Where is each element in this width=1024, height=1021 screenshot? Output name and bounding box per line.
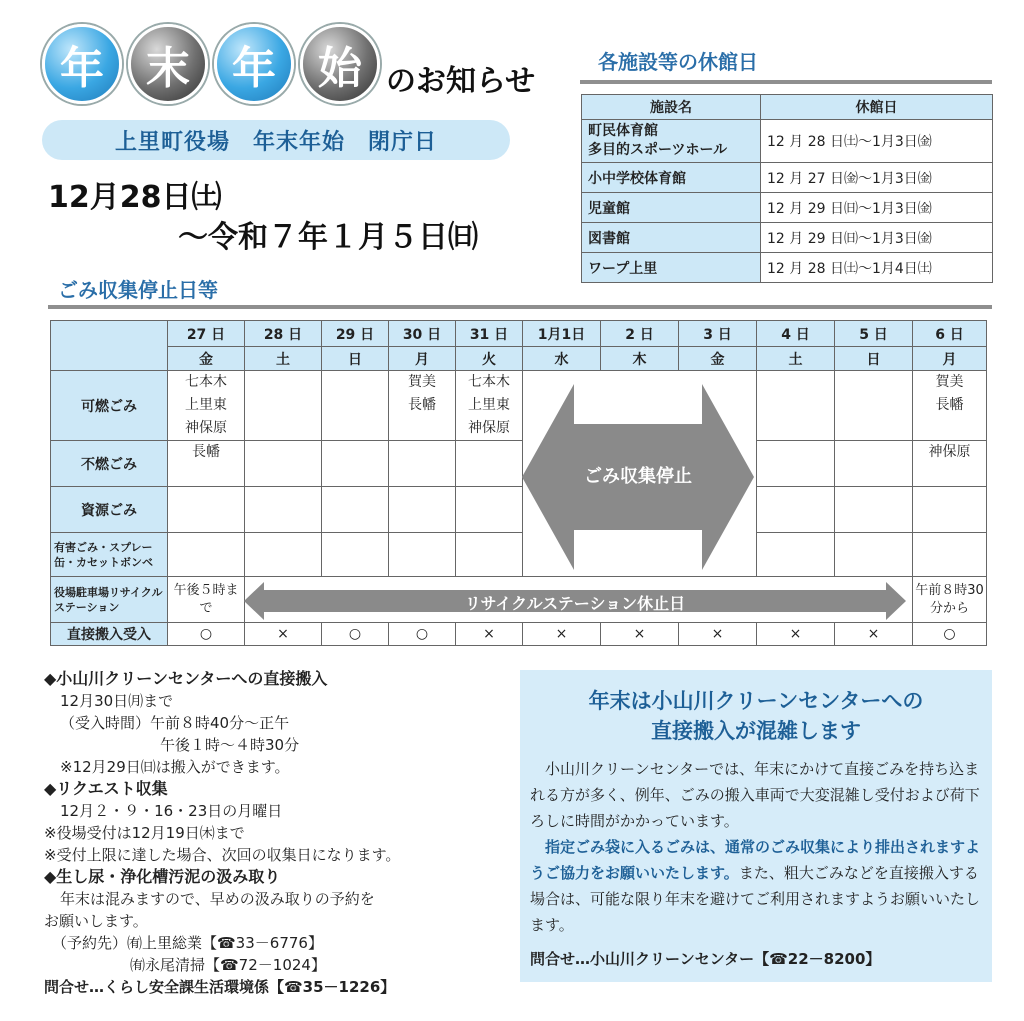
closure-start: 12月28日㈯ xyxy=(48,180,222,215)
office-closure-banner: 上里町役場 年末年始 閉庁日 xyxy=(42,120,510,160)
weekday: 月 xyxy=(913,347,987,371)
date-30: 30 日 xyxy=(389,321,456,347)
date-27: 27 日 xyxy=(168,321,245,347)
direct-mark: × xyxy=(601,623,679,646)
facility-days: 12 月 28 日㈯～1月3日㈮ xyxy=(761,120,993,163)
facilities-col-name: 施設名 xyxy=(582,95,761,120)
facilities-rule xyxy=(580,80,992,84)
notes-block xyxy=(44,668,400,998)
facility-days: 12 月 29 日㈰～1月3日㈮ xyxy=(761,223,993,253)
direct-mark: × xyxy=(679,623,757,646)
weekday: 金 xyxy=(168,347,245,371)
note-line: ㈲永尾清掃【☎72－1024】 xyxy=(130,956,326,974)
date-31: 31 日 xyxy=(456,321,523,347)
direct-mark: ○ xyxy=(913,623,987,646)
burnable-30: 賀美 長幡 xyxy=(389,371,456,441)
direct-mark: ○ xyxy=(168,623,245,646)
note-line: 年末は混みますので、早めの汲み取りの予約を xyxy=(60,890,375,908)
table-row xyxy=(582,163,993,193)
note-line: （受入時間）午前８時40分～正午 xyxy=(60,714,290,732)
table-row xyxy=(582,193,993,223)
notice-contact: 問合せ…小山川クリーンセンター【☎22－8200】 xyxy=(530,950,881,968)
burnable-27: 七本木 上里東 神保原 xyxy=(168,371,245,441)
direct-mark: × xyxy=(523,623,601,646)
nonburnable-27: 長幡 xyxy=(168,441,245,487)
direct-mark: ○ xyxy=(322,623,389,646)
title-suffix: のお知らせ xyxy=(386,64,536,99)
table-row xyxy=(582,253,993,283)
note-line: （予約先）㈲上里総業【☎33－6776】 xyxy=(52,934,323,952)
title-char-4: 始 xyxy=(300,24,380,104)
station-closed-label: リサイクルステーション休止日 xyxy=(464,594,686,613)
date-6: 6 日 xyxy=(913,321,987,347)
row-recycle-station: 役場駐車場リサイクルステーション xyxy=(51,577,168,623)
facility-name: 町民体育館 多目的スポーツホール xyxy=(582,120,761,163)
facility-days: 12 月 27 日㈮～1月3日㈮ xyxy=(761,163,993,193)
header-blank xyxy=(51,321,168,371)
note-line: 12月30日㈪まで xyxy=(60,692,174,710)
weekday: 金 xyxy=(679,347,757,371)
note-direct-heading: ◆小山川クリーンセンターへの直接搬入 xyxy=(44,669,328,688)
table-row xyxy=(582,120,993,163)
note-request-heading: ◆リクエスト収集 xyxy=(44,779,168,798)
facility-name: ワープ上里 xyxy=(582,253,761,283)
weekday: 日 xyxy=(835,347,913,371)
direct-mark: × xyxy=(757,623,835,646)
title-char-2: 末 xyxy=(128,24,208,104)
station-6: 午前８時30 分から xyxy=(913,577,987,623)
direct-mark: × xyxy=(835,623,913,646)
date-28: 28 日 xyxy=(245,321,322,347)
direct-mark: × xyxy=(456,623,523,646)
facilities-col-days: 休館日 xyxy=(761,95,993,120)
notice-paragraph: 指定ごみ袋に入るごみは、通常のごみ収集により排出されますようご協力をお願いいたします。また、粗大ごみなどを直接搬入する場合は、可能な限り年末を避けてご利用されますようお願いいたします。 xyxy=(530,838,981,934)
facility-days: 12 月 29 日㈰～1月3日㈮ xyxy=(761,193,993,223)
burnable-31: 七本木 上里東 神保原 xyxy=(456,371,523,441)
weekday: 月 xyxy=(389,347,456,371)
congestion-notice xyxy=(520,670,992,982)
weekday: 日 xyxy=(322,347,389,371)
note-line: お願いします。 xyxy=(44,912,148,930)
facilities-table xyxy=(581,94,993,283)
note-line: ※受付上限に達した場合、次回の収集日になります。 xyxy=(44,846,401,864)
facility-name: 児童館 xyxy=(582,193,761,223)
garbage-heading: ごみ収集停止日等 xyxy=(58,278,218,302)
collection-stop-label: ごみ収集停止 xyxy=(584,466,692,487)
nonburnable-6: 神保原 xyxy=(913,441,987,487)
table-row xyxy=(582,223,993,253)
notice-title: 年末は小山川クリーンセンターへの 直接搬入が混雑します xyxy=(588,689,924,743)
weekday: 土 xyxy=(757,347,835,371)
burnable-6: 賀美 長幡 xyxy=(913,371,987,441)
weekday: 土 xyxy=(245,347,322,371)
row-nonburnable: 不燃ごみ xyxy=(51,441,168,487)
notice-paragraph: 小山川クリーンセンターでは、年末にかけて直接ごみを持ち込まれる方が多く、例年、ごみの搬入車両で大変混雑し受付および荷下ろしに時間がかかっています。 xyxy=(530,760,980,830)
row-hazardous: 有害ごみ・スプレー缶・カセットボンベ xyxy=(51,533,168,577)
facility-name: 小中学校体育館 xyxy=(582,163,761,193)
note-contact: 問合せ…くらし安全課生活環境係【☎35－1226】 xyxy=(44,978,396,996)
closure-end: ～令和７年１月５日㈰ xyxy=(178,220,478,255)
title-char-3: 年 xyxy=(214,24,294,104)
weekday: 火 xyxy=(456,347,523,371)
weekday: 木 xyxy=(601,347,679,371)
note-line: 12月２・９・16・23日の月曜日 xyxy=(60,802,283,820)
direct-mark: ○ xyxy=(389,623,456,646)
row-direct-delivery: 直接搬入受入 xyxy=(51,623,168,646)
row-resource: 資源ごみ xyxy=(51,487,168,533)
weekday: 水 xyxy=(523,347,601,371)
note-line: ※12月29日㈰は搬入ができます。 xyxy=(60,758,290,776)
facility-days: 12 月 28 日㈯～1月4日㈯ xyxy=(761,253,993,283)
date-29: 29 日 xyxy=(322,321,389,347)
date-4: 4 日 xyxy=(757,321,835,347)
facilities-heading: 各施設等の休館日 xyxy=(598,50,758,74)
note-line: 午後１時～４時30分 xyxy=(160,736,300,754)
note-septic-heading: ◆生し尿・浄化槽汚泥の汲み取り xyxy=(44,867,281,886)
garbage-rule xyxy=(48,305,992,309)
notice-body xyxy=(520,746,992,972)
date-1: 1月1日 xyxy=(523,321,601,347)
direct-mark: × xyxy=(245,623,322,646)
date-3: 3 日 xyxy=(679,321,757,347)
date-5: 5 日 xyxy=(835,321,913,347)
title-char-1: 年 xyxy=(42,24,122,104)
date-2: 2 日 xyxy=(601,321,679,347)
row-burnable: 可燃ごみ xyxy=(51,371,168,441)
station-27: 午後５時まで xyxy=(168,577,245,623)
note-line: ※役場受付は12月19日㈭まで xyxy=(44,824,245,842)
facility-name: 図書館 xyxy=(582,223,761,253)
